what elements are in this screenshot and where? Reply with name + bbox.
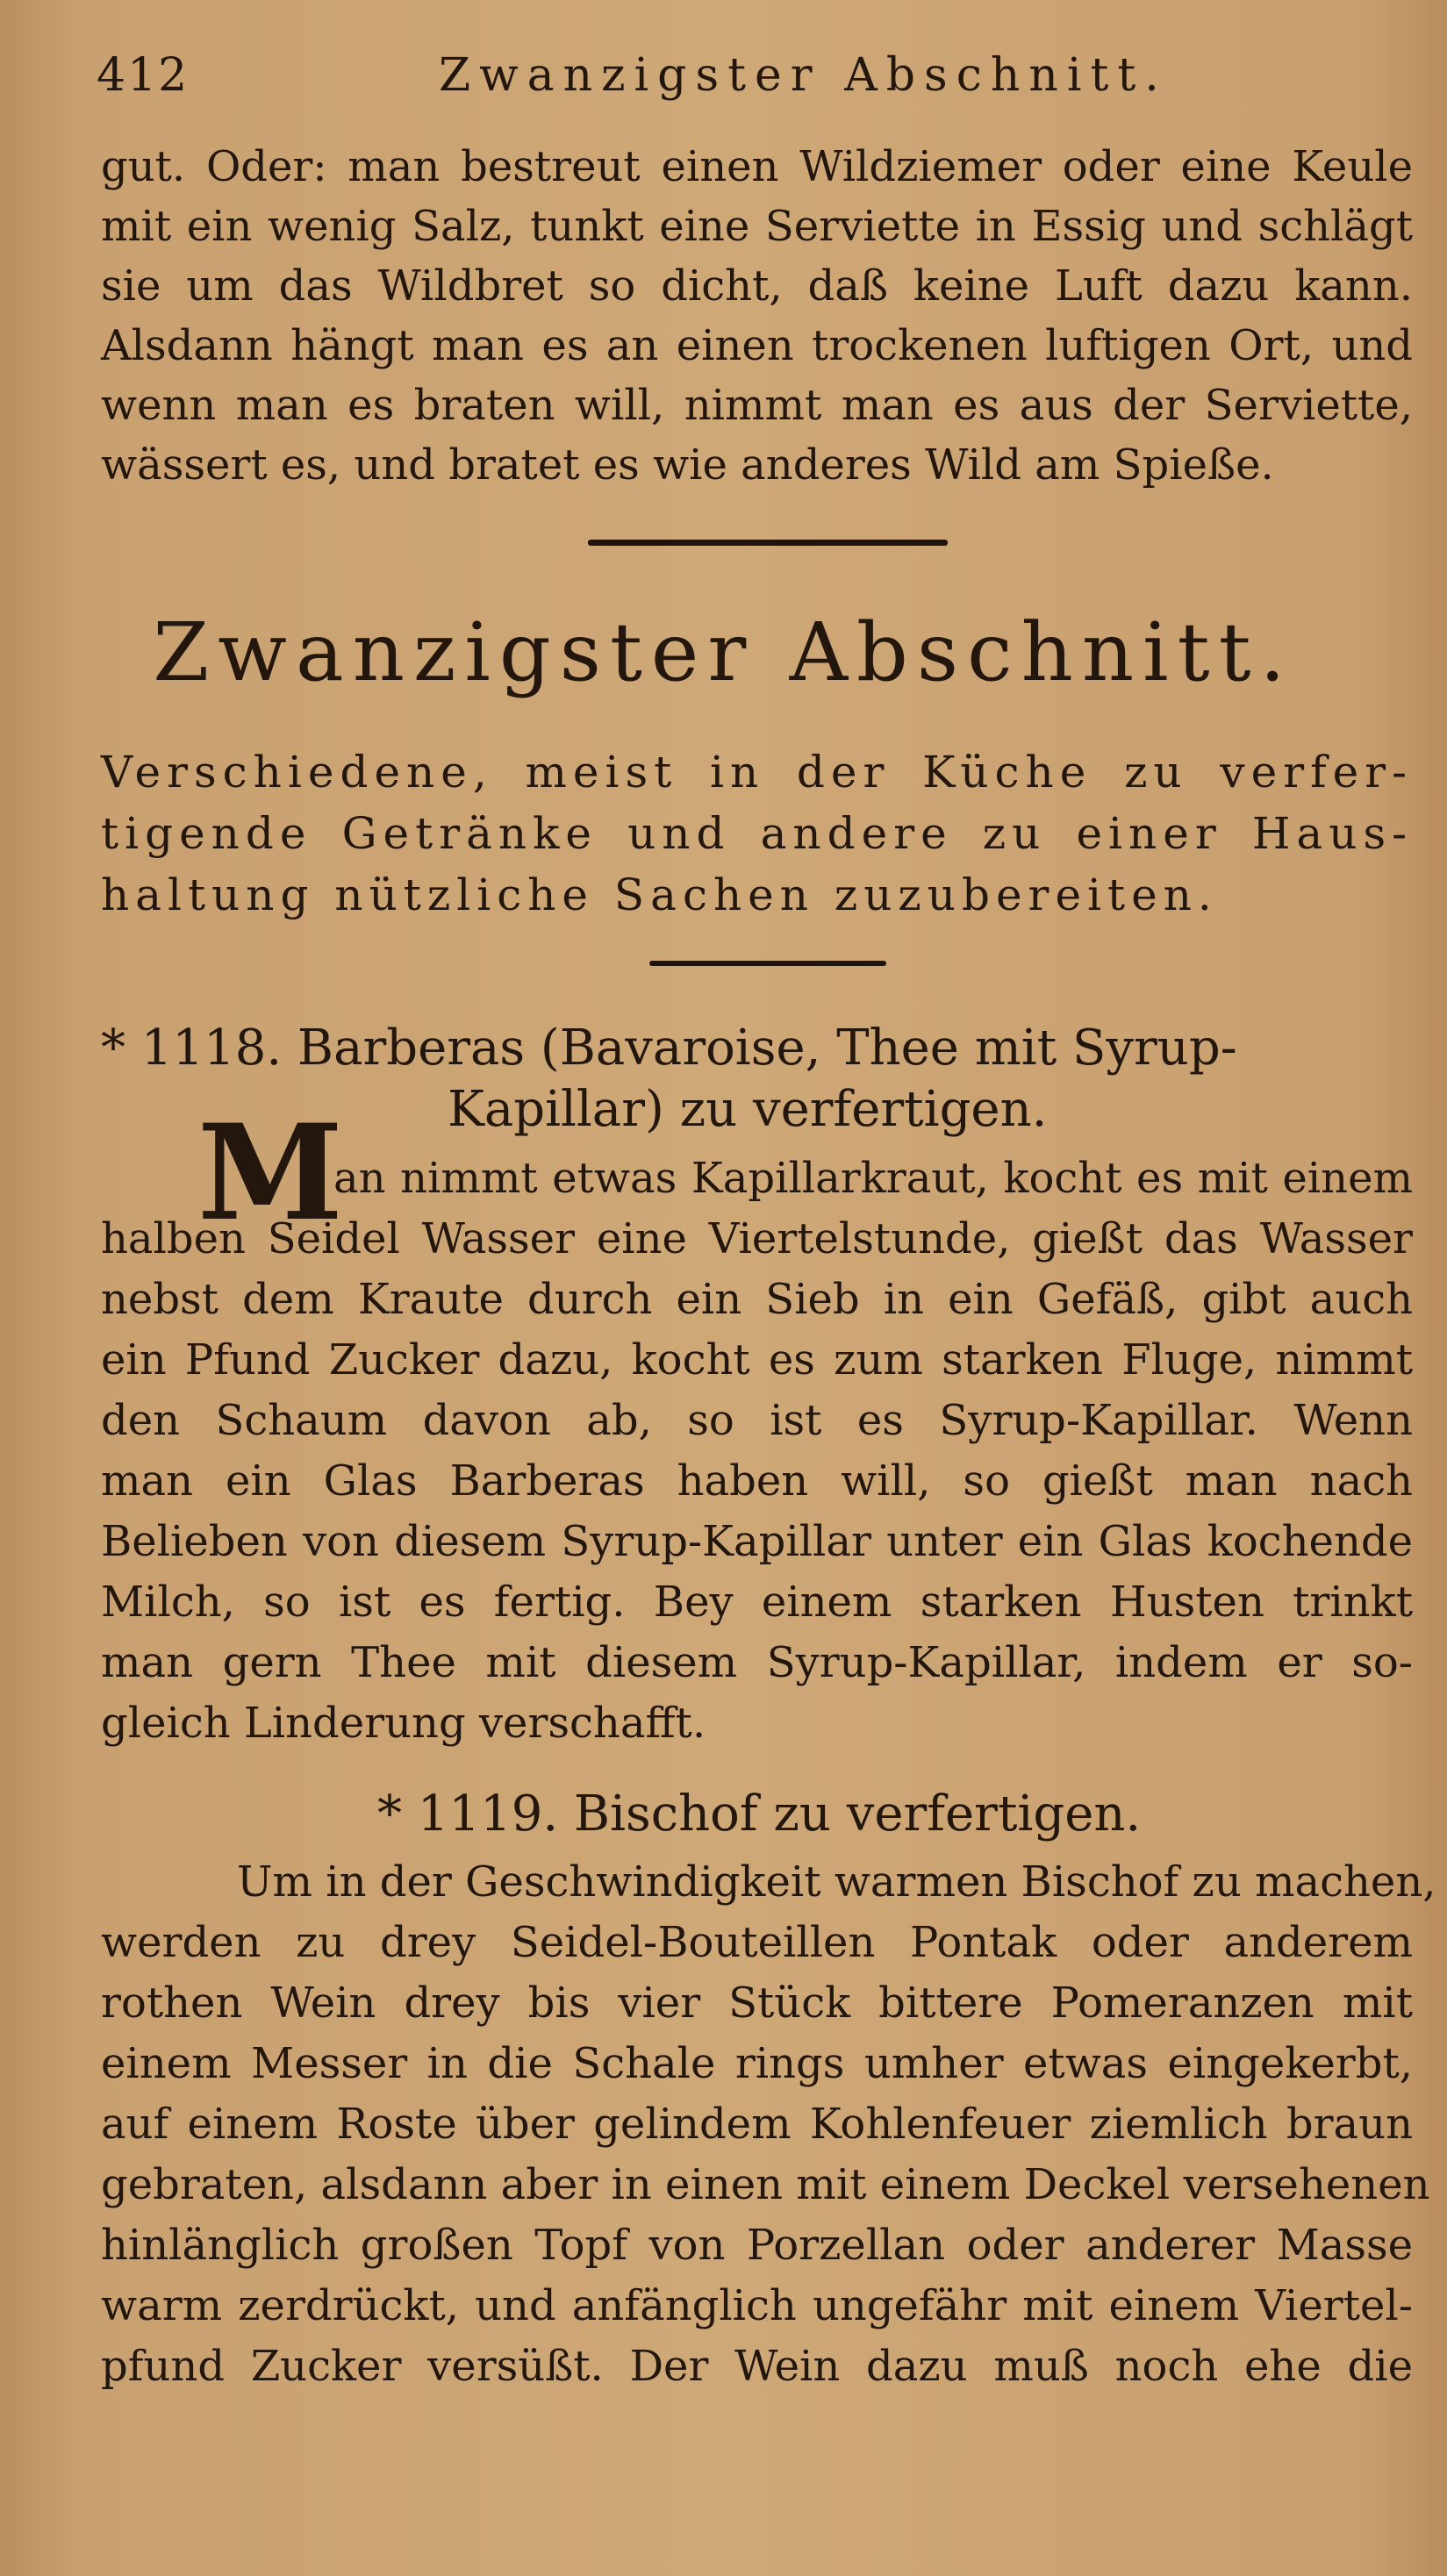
text-line: gut. Oder: man bestreut einen Wildziemer oder eine Keule	[101, 142, 1413, 191]
drop-cap: M	[197, 1096, 344, 1250]
text-line: man ein Glas Barberas haben will, so gießt man nach	[101, 1456, 1413, 1506]
text-line: halben Seidel Wasser eine Viertelstunde, gießt das Wasser	[101, 1214, 1413, 1263]
page-header	[97, 49, 1413, 111]
text-line: ein Pfund Zucker dazu, kocht es zum starken Fluge, nimmt	[101, 1335, 1413, 1385]
text-line: rothen Wein drey bis vier Stück bittere Pomeranzen mit	[101, 1979, 1413, 2028]
entry-heading-continued: Kapillar) zu verfertigen.	[448, 1081, 1048, 1138]
text-line: warm zerdrückt, und anfänglich ungefähr mit einem Viertel-	[101, 2281, 1413, 2330]
text-line: sie um das Wildbret so dicht, daß keine Luft dazu kann.	[101, 261, 1413, 311]
text-line: einem Messer in die Schale rings umher etwas eingekerbt,	[101, 2039, 1413, 2088]
subtitle-divider	[649, 961, 886, 966]
text-line: Alsdann hängt man es an einen trockenen luftigen Ort, und	[101, 321, 1413, 370]
entry-heading: * 1118. Barberas (Bavaroise, Thee mit Syrup-	[101, 1020, 1237, 1077]
text-line: gebraten, alsdann aber in einen mit einem Deckel versehenen	[101, 2160, 1430, 2209]
section-divider	[588, 540, 948, 546]
text-line: man gern Thee mit diesem Syrup-Kapillar, indem er so-	[101, 1638, 1413, 1687]
entry-heading: * 1119. Bischof zu verfertigen.	[377, 1785, 1142, 1843]
text-line: Um in der Geschwindigkeit warmen Bischof zu machen,	[237, 1857, 1436, 1907]
text-line: hinlänglich großen Topf von Porzellan oder anderer Masse	[101, 2221, 1413, 2270]
text-line: wenn man es braten will, nimmt man es aus der Serviette,	[101, 381, 1413, 430]
text-line: nebst dem Kraute durch ein Sieb in ein Gefäß, gibt auch	[101, 1275, 1413, 1324]
page-number: 412	[97, 49, 190, 102]
text-line: den Schaum davon ab, so ist es Syrup-Kapillar. Wenn	[101, 1396, 1413, 1445]
text-line: werden zu drey Seidel-Bouteillen Pontak oder anderem	[101, 1918, 1413, 1967]
section-title: Zwanzigster Abschnitt.	[153, 605, 1294, 699]
running-title: Zwanzigster Abschnitt.	[439, 49, 1168, 102]
text-line: mit ein wenig Salz, tunkt eine Serviette in Essig und schlägt	[101, 202, 1413, 251]
subtitle-line: Verschiedene, meist in der Küche zu verfer-	[101, 747, 1413, 798]
subtitle-line: tigende Getränke und andere zu einer Haus-	[101, 808, 1413, 859]
text-line: Belieben von diesem Syrup-Kapillar unter ein Glas kochende	[101, 1517, 1413, 1566]
text-line: wässert es, und bratet es wie anderes Wild am Spieße.	[101, 440, 1274, 490]
subtitle-line: haltung nützliche Sachen zuzubereiten.	[101, 869, 1218, 920]
text-line: pfund Zucker versüßt. Der Wein dazu muß noch ehe die	[101, 2342, 1413, 2391]
text-line: an nimmt etwas Kapillarkraut, kocht es mit einem	[333, 1154, 1413, 1203]
text-line: Milch, so ist es fertig. Bey einem starken Husten trinkt	[101, 1578, 1413, 1627]
text-line: auf einem Roste über gelindem Kohlenfeuer ziemlich braun	[101, 2100, 1413, 2149]
text-line: gleich Linderung verschafft.	[101, 1699, 706, 1748]
